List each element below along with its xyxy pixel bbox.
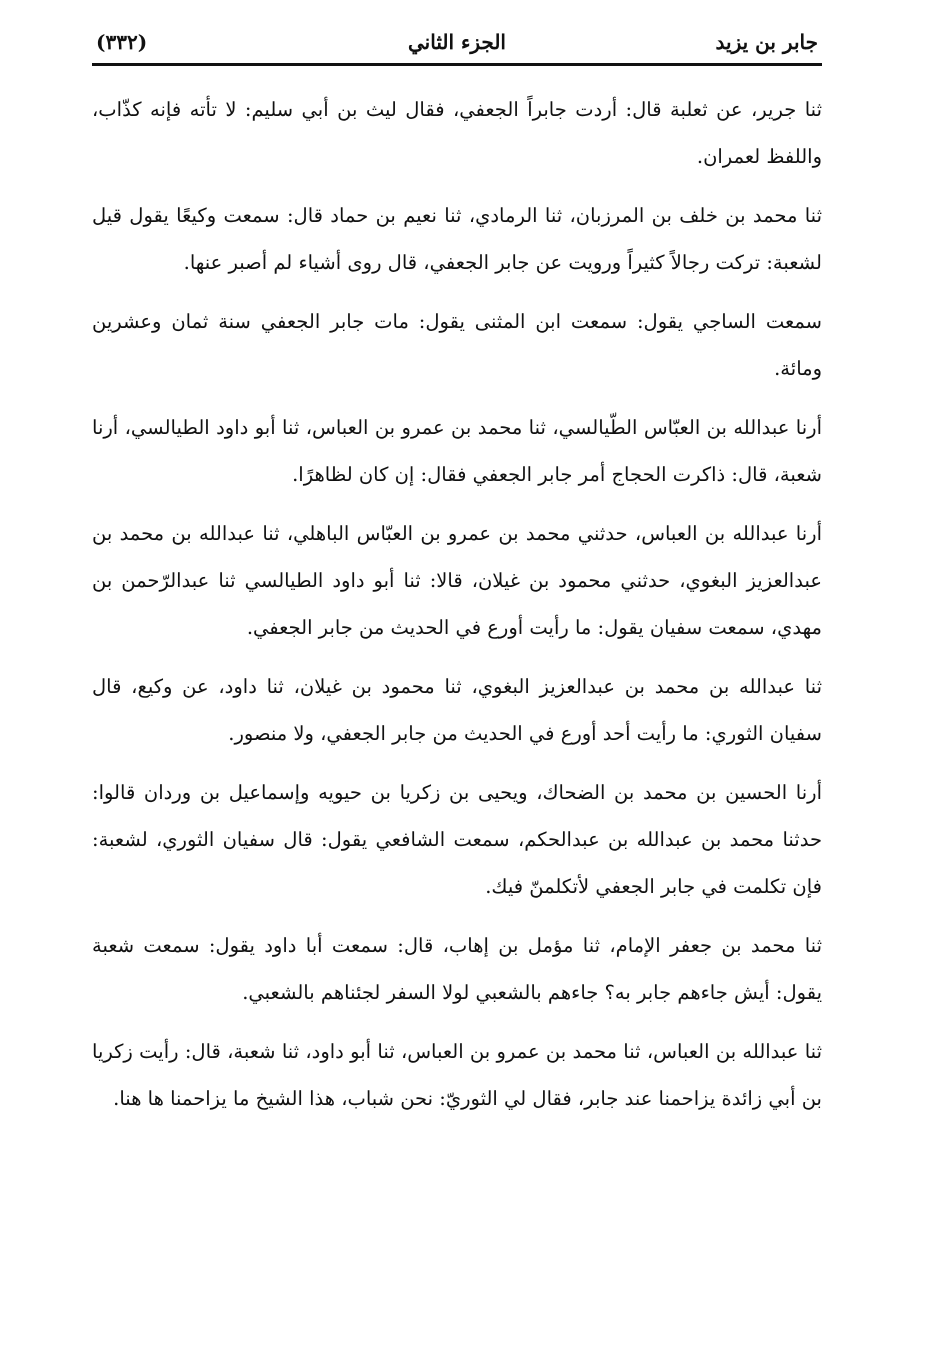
paragraph: ثنا عبدالله بن محمد بن عبدالعزيز البغوي، ثنا محمود بن غيلان، ثنا داود، عن وكيع، قال سفيان الثوري: ما رأيت أحد أورع في الحديث من جابر الجعفي، ولا منصور. [92, 675, 822, 745]
paragraph: أرنا عبدالله بن العبّاس الطّيالسي، ثنا محمد بن عمرو بن العباس، ثنا أبو داود الطيالسي، أرنا شعبة، قال: ذاكرت الحجاج أمر جابر الجعفي فقال: إن كان لظاهرًا. [92, 416, 822, 486]
page-header [92, 24, 822, 66]
page-body [92, 86, 822, 1134]
paragraph: ثنا جرير، عن ثعلبة قال: أردت جابراً الجعفي، فقال ليث بن أبي سليم: لا تأته فإنه كذّاب، واللفظ لعمران. [92, 98, 822, 168]
paragraph: أرنا عبدالله بن العباس، حدثني محمد بن عمرو بن العبّاس الباهلي، ثنا عبدالله بن محمد بن عبدالعزيز البغوي، حدثني محمود بن غيلان، قالا: ثنا أبو داود الطيالسي ثنا عبدالرّحمن بن مهدي، سمعت سفيان يقول: ما رأيت أورع في الحديث من جابر الجعفي. [92, 522, 822, 639]
header-page-number: (٣٣٢) [96, 30, 148, 54]
header-entry-name: جابر بن يزيد [715, 30, 818, 54]
paragraph: ثنا محمد بن جعفر الإمام، ثنا مؤمل بن إهاب، قال: سمعت أبا داود يقول: سمعت شعبة يقول: أيش جاءهم جابر به؟ جاءهم بالشعبي لولا السفر لجئناهم بالشعبي. [92, 934, 822, 1004]
header-volume-title: الجزء الثاني [408, 30, 506, 54]
paragraph: أرنا الحسين بن محمد بن الضحاك، ويحيى بن زكريا بن حيويه وإسماعيل بن وردان قالوا: حدثنا محمد بن عبدالله بن عبدالحكم، سمعت الشافعي يقول: قال سفيان الثوري، لشعبة: فإن تكلمت في جابر الجعفي لأتكلمنّ فيك. [92, 781, 822, 898]
paragraph: سمعت الساجي يقول: سمعت ابن المثنى يقول: مات جابر الجعفي سنة ثمان وعشرين ومائة. [92, 310, 822, 380]
header-rule [92, 63, 822, 66]
paragraph: ثنا محمد بن خلف بن المرزبان، ثنا الرمادي، ثنا نعيم بن حماد قال: سمعت وكيعًا يقول قيل لشعبة: تركت رجالاً كثيراً ورويت عن جابر الجعفي، قال روى أشياء لم أصبر عنها. [92, 204, 822, 274]
paragraph: ثنا عبدالله بن العباس، ثنا محمد بن عمرو بن العباس، ثنا أبو داود، ثنا شعبة، قال: رأيت زكريا بن أبي زائدة يزاحمنا عند جابر، فقال لي الثوريّ: نحن شباب، هذا الشيخ ما يزاحمنا ها هنا. [92, 1040, 822, 1110]
